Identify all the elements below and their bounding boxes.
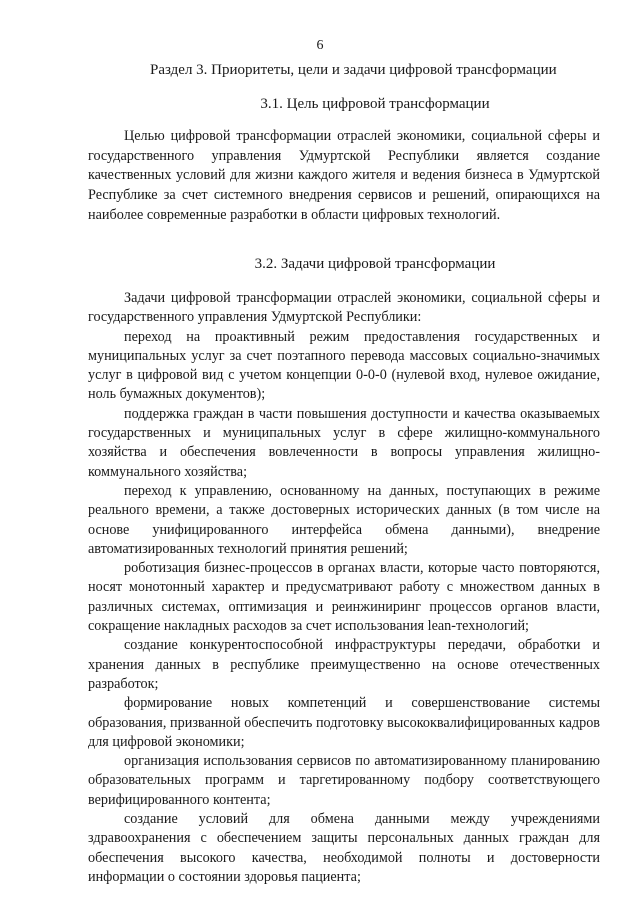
task-item: переход к управлению, основанному на данных, поступающих в режиме реального времени, а также достоверных исторических данных (в том числе на основе унифицированного интерфейса обмена данными), внедрение автоматизированных технологий принятия решений; bbox=[88, 482, 600, 557]
task-item: переход на проактивный режим предоставления государственных и муниципальных услуг за счет поэтапного перевода массовых социально-значимых услуг в цифровой вид с учетом концепции 0-0-0 (нулевой вход, нулевое ожидание, ноль бумажных документов); bbox=[88, 328, 600, 403]
goal-paragraph: Целью цифровой трансформации отраслей экономики, социальной сферы и государственного управления Удмуртской Республики является создание качественных условий для жизни каждого жителя и ведения бизнеса в Удмуртской Республике за счет системного внедрения сервисов и решений, опирающихся на наиболее современные разработки в области цифровых технологий. bbox=[88, 128, 600, 223]
task-item: создание конкурентоспособной инфраструктуры передачи, обработки и хранения данных в республике преимущественно на основе отечественных разработок; bbox=[88, 637, 600, 692]
task-item: формирование новых компетенций и совершенствование системы образования, призванной обеспечить подготовку высококвалифицированных кадров для цифровой экономики; bbox=[88, 695, 600, 750]
task-item: поддержка граждан в части повышения доступности и качества оказываемых государственных и муниципальных услуг в сфере жилищно-коммунального хозяйства и обеспечения вовлеченности в вопросы управления жилищно-коммунального хозяйства; bbox=[88, 405, 600, 480]
subsection-1-title: 3.1. Цель цифровой трансформации bbox=[260, 96, 490, 112]
tasks-list bbox=[88, 289, 600, 887]
tasks-intro: Задачи цифровой трансформации отраслей экономики, социальной сферы и государственного управления Удмуртской Республики: bbox=[88, 290, 600, 326]
task-item: организация использования сервисов по автоматизированному планированию образовательных программ и таргетированному подбору соответствующего верифицированного контента; bbox=[88, 753, 600, 808]
section-title: Раздел 3. Приоритеты, цели и задачи цифровой трансформации bbox=[150, 62, 557, 78]
page-number: 6 bbox=[316, 38, 324, 53]
subsection-2-title: 3.2. Задачи цифровой трансформации bbox=[254, 256, 496, 272]
task-item: создание условий для обмена данными между учреждениями здравоохранения с обеспечением защиты персональных данных граждан для обеспечения высокого качества, необходимой полноты и достоверности информации о состоянии здоровья пациента; bbox=[88, 811, 600, 885]
task-item: роботизация бизнес-процессов в органах власти, которые часто повторяются, носят монотонный характер и предусматривают работу с множеством данных в различных системах, оптимизация и реинжиниринг процессов органов власти, сокращение накладных расходов за счет использования lean-технологий; bbox=[88, 560, 600, 635]
